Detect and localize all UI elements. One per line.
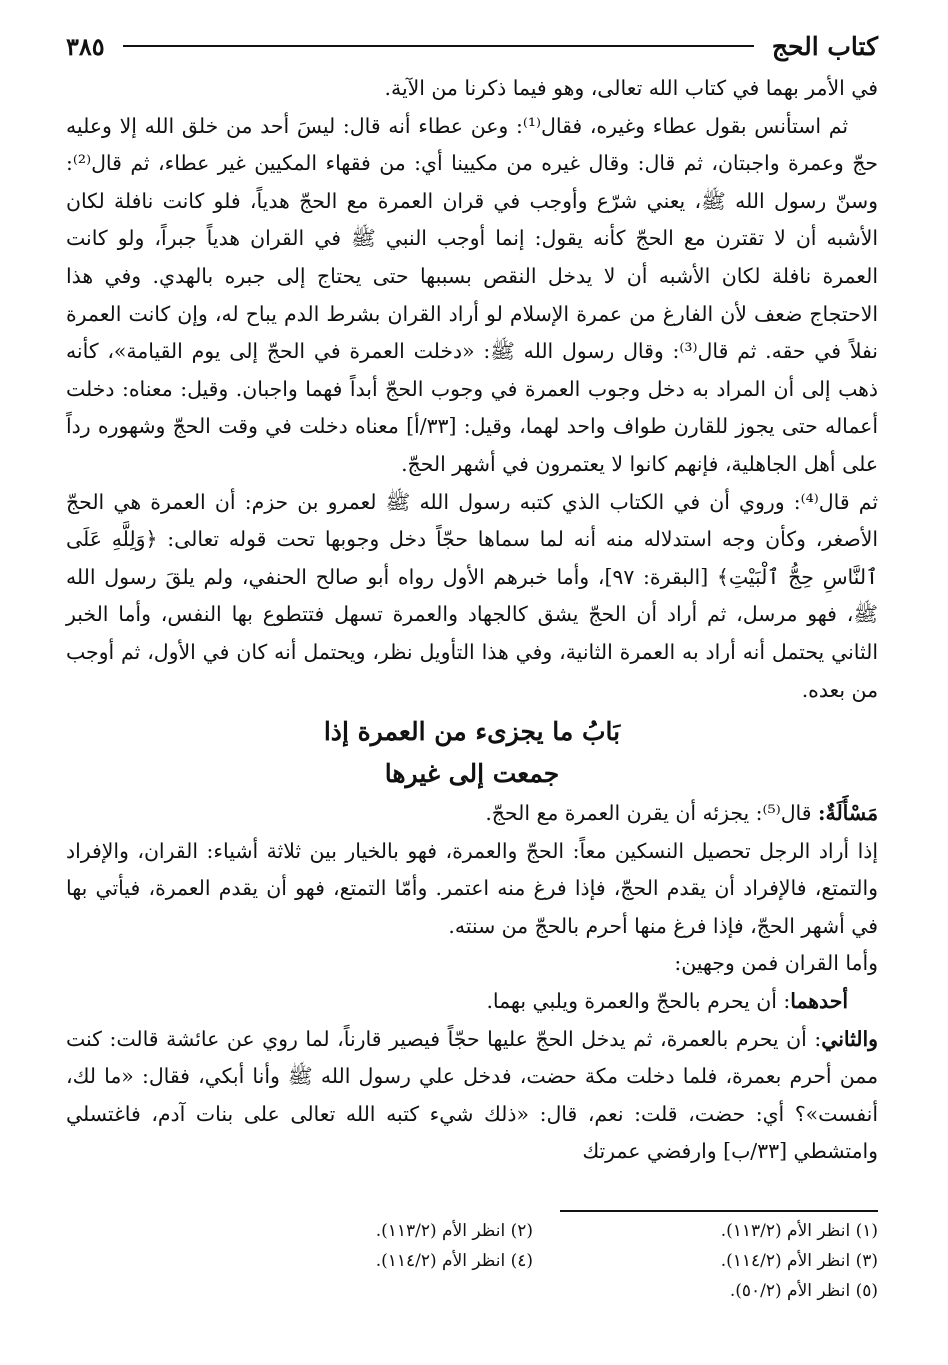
first-method — [66, 983, 878, 1021]
chapter-title-line: جمعت إلى غيرها — [384, 759, 560, 789]
masala-label: مَسْأَلَةٌ: — [818, 801, 878, 826]
footnote-row — [66, 1216, 878, 1246]
paragraph: في الأمر بهما في كتاب الله تعالى، وهو فيما ذكرنا من الآية. — [384, 76, 878, 100]
page-number: ٣٨٥ — [66, 31, 105, 61]
second-method-text: : أن يحرم بالعمرة، ثم يدخل الحجّ عليها حجّاً فيصير قارناً، لما روي عن عائشة قالت: كنت ممن أحرم بعمرة، فلما دخلت مكة حضت، فدخل علي رسول الله ﷺ وأنا أبكي، فقال: «ما لك، أنفست»؟ أي: حضت، قلت: نعم، قال: «ذلك شيء كتبه الله تعالى على بنات آدم، فاغتسلي وامتشطي [٣٣/ب] وارفضي عمرتك — [66, 1026, 878, 1164]
footnotes — [66, 1210, 878, 1306]
paragraph: إذا أراد الرجل تحصيل النسكين معاً: الحجّ والعمرة، فهو بالخيار بين ثلاثة أشياء: القران، والإفراد والتمتع، فالإفراد أن يقدم الحجّ، فإذا فرغ منه اعتمر. وأمّا التمتع، فهو أن يقدم العمرة، فيأتي بها في أشهر الحجّ، فإذا فرغ منها أحرم بالحجّ من سنته. — [66, 838, 878, 938]
book-title: كتاب الحج — [771, 31, 878, 61]
paragraph: ثم استأنس بقول عطاء وغيره، فقال⁽¹⁾: وعن عطاء أنه قال: ليسَ أحد من خلق الله إلا وعليه حجّ وعمرة واجبتان، ثم قال: وقال غيره من مكيينا أي: من فقهاء المكيين غير عطاء، ثم قال⁽²⁾: وسنّ رسول الله ﷺ، يعني شرّع وأوجب في قران العمرة مع الحجّ هدياً، فلو كانت نافلة لكان الأشبه أن لا تقترن مع الحجّ كأنه يقول: إنما أوجب النبي ﷺ في القران هدياً جبراً، ولو كانت العمرة نافلة لكان الأشبه أن لا يدخل النقص بسببها حتى يحتاج إلى جبره بالهدي. وفي هذا الاحتجاج ضعف لأن الفارغ من عمرة الإسلام لو أراد القران بشرط الدم يباح له، وإن كانت العمرة نفلاً في حقه. ثم قال⁽³⁾: وقال رسول الله ﷺ: «دخلت العمرة في الحجّ إلى يوم القيامة»، كأنه ذهب إلى أن المراد به دخل وجوب العمرة في وجوب الحجّ أبداً فهما واجبان. وقيل: معناه: دخلت أعماله حتى يجوز للقارن طواف واحد لهما، وقيل: [٣٣/أ] معناه دخلت في وقت الحجّ وشهوره رداً على أهل الجاهلية، فإنهم كانوا لا يعتمرون في أشهر الحجّ. — [66, 113, 878, 476]
first-method-label: أحدهما — [790, 989, 848, 1014]
second-method — [66, 1021, 878, 1171]
main-text — [66, 70, 878, 1171]
second-method-label: والثاني — [821, 1026, 878, 1051]
footnote-row — [66, 1276, 878, 1306]
masala-text: قال⁽⁵⁾: يجزئه أن يقرن العمرة مع الحجّ. — [485, 801, 818, 826]
footnote-4: (٤) انظر الأم (١١٤/٢). — [375, 1251, 533, 1271]
chapter-title — [66, 711, 878, 795]
footnote-5: (٥) انظر الأم (٥٠/٢). — [729, 1281, 878, 1301]
footnote-1: (١) انظر الأم (١١٣/٢). — [720, 1221, 878, 1241]
footnote-2: (٢) انظر الأم (١١٣/٢). — [375, 1221, 533, 1241]
paragraph: وأما القران فمن وجهين: — [674, 951, 878, 976]
paragraph: ثم قال⁽⁴⁾: وروي أن في الكتاب الذي كتبه رسول الله ﷺ لعمرو بن حزم: أن العمرة هي الحجّ الأصغر، وكأن وجه استدلاله منه أنه لما سماها حجّاً دخل وجوبها تحت قوله تعالى: ﴿وَلِلَّهِ عَلَى ٱلنَّاسِ حِجُّ ٱلْبَيْتِ﴾ [البقرة: ٩٧]، وأما خبرهم الأول رواه أبو صالح الحنفي، ولم يلقَ رسول الله ﷺ، فهو مرسل، ثم أراد أن الحجّ يشق كالجهاد والعمرة تسهل فتتطوع بها النفس، وأما الخبر الثاني يحتمل أنه أراد به العمرة الثانية، وفي هذا التأويل نظر، ويحتمل أنه كان في الأول، ثم أوجب من بعده. — [66, 489, 878, 702]
header-rule — [123, 45, 754, 47]
footnote-3: (٣) انظر الأم (١١٤/٢). — [720, 1251, 878, 1271]
running-head — [66, 28, 878, 64]
first-method-text: : أن يحرم بالحجّ والعمرة ويلبي بهما. — [486, 989, 791, 1014]
footnote-rule — [560, 1210, 878, 1212]
footnote-row — [66, 1246, 878, 1276]
masala — [66, 795, 878, 833]
chapter-title-line: بَابُ ما يجزىء من العمرة إذا — [323, 717, 621, 747]
page — [66, 28, 878, 1171]
